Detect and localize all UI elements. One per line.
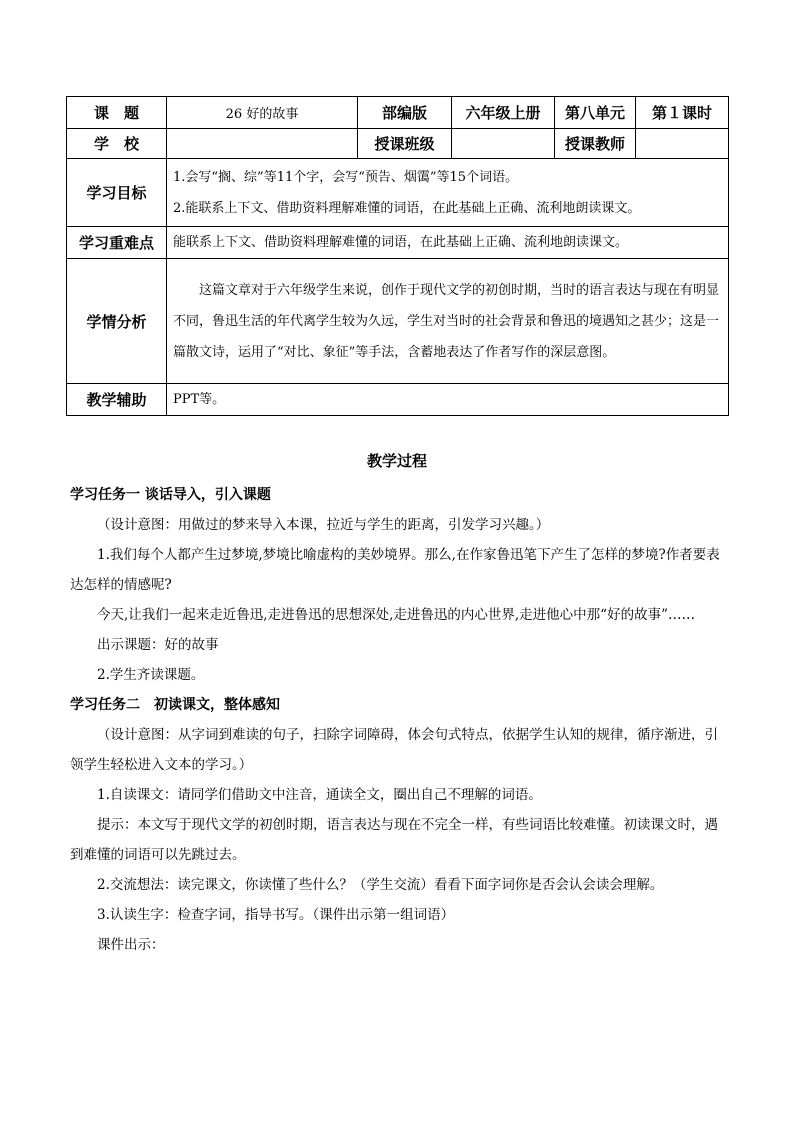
table-row <box>67 129 729 159</box>
lesson-label: 课 题 <box>67 97 167 129</box>
task1-paragraph: 出示课题：好的故事 <box>97 637 219 653</box>
teacher-value <box>636 129 729 159</box>
table-row <box>67 227 729 259</box>
task1-heading: 学习任务一 谈话导入，引入课题 <box>70 487 271 503</box>
task2-paragraph: 1.自读课文：请同学们借助文中注音，通读全文，圈出自己不理解的词语。 <box>97 787 542 803</box>
task1-paragraph: 1.我们每个人都产生过梦境,梦境比喻虚构的美妙境界。那么,在作家鲁迅笔下产生了怎样的梦境?作者要表达怎样的情感呢? <box>70 547 720 593</box>
school-value <box>167 129 358 159</box>
key-points-label: 学习重难点 <box>67 227 167 259</box>
class-label: 授课班级 <box>358 129 452 159</box>
task2-paragraph: 提示：本文写于现代文学的初创时期，语言表达与现在不完全一样，有些词语比较难懂。初读课文时，遇到难懂的词语可以先跳过去。 <box>70 817 718 863</box>
goal-item: 2.能联系上下文、借助资料理解难懂的词语，在此基础上正确、流利地朗读课文。 <box>173 200 641 216</box>
task1-intent: （设计意图：用做过的梦来导入本课，拉近与学生的距离，引发学习兴趣。） <box>97 517 550 533</box>
goals-label: 学习目标 <box>67 159 167 227</box>
class-value <box>452 129 555 159</box>
teacher-label: 授课教师 <box>555 129 636 159</box>
task2-paragraph: 3.认读生字：检查字词，指导书写。（课件出示第一组词语） <box>97 907 455 923</box>
task2-intent: （设计意图：从字词到难读的句子，扫除字词障碍，体会句式特点，依据学生认知的规律，循序渐进，引领学生轻松进入文本的学习。） <box>70 727 718 773</box>
teaching-process-title: 教学过程 <box>366 452 427 470</box>
analysis-content <box>167 259 729 384</box>
teaching-process-body <box>70 480 726 960</box>
school-label: 学 校 <box>67 129 167 159</box>
task2-heading: 学习任务二 初读课文，整体感知 <box>70 697 280 713</box>
lesson-title: 26 好的故事 <box>167 97 358 129</box>
analysis-label: 学情分析 <box>67 259 167 384</box>
analysis-text: 这篇文章对于六年级学生来说，创作于现代文学的初创时期，当时的语言表达与现在有明显不同，鲁迅生活的年代离学生较为久远，学生对当时的社会背景和鲁迅的境遇知之甚少；这是一篇散文诗，运用了“对比、象征”等手法，含蓄地表达了作者写作的深层意图。 <box>173 282 720 360</box>
edition-cell: 部编版 <box>358 97 452 129</box>
grade-cell: 六年级上册 <box>452 97 555 129</box>
period-cell: 第１课时 <box>636 97 729 129</box>
key-points-content: 能联系上下文、借助资料理解难懂的词语，在此基础上正确、流利地朗读课文。 <box>167 227 729 259</box>
task2-paragraph: 课件出示： <box>97 937 165 953</box>
table-row <box>67 159 729 227</box>
lesson-info-table <box>66 96 729 416</box>
aids-content: PPT等。 <box>167 384 729 416</box>
task1-paragraph: 今天,让我们一起来走近鲁迅,走进鲁迅的思想深处,走进鲁迅的内心世界,走进他心中那“好的故事”…… <box>97 607 695 623</box>
goals-content <box>167 159 729 227</box>
goal-item: 1.会写“搁、综”等11个字，会写“预告、烟霭”等15个词语。 <box>173 169 519 185</box>
task1-paragraph: 2.学生齐读课题。 <box>97 667 205 683</box>
task2-paragraph: 2.交流想法：读完课文，你读懂了些什么？（学生交流）看看下面字词你是否会认会读会理解。 <box>97 877 664 893</box>
aids-label: 教学辅助 <box>67 384 167 416</box>
table-row <box>67 259 729 384</box>
table-row <box>67 384 729 416</box>
table-row <box>67 97 729 129</box>
unit-cell: 第八单元 <box>555 97 636 129</box>
